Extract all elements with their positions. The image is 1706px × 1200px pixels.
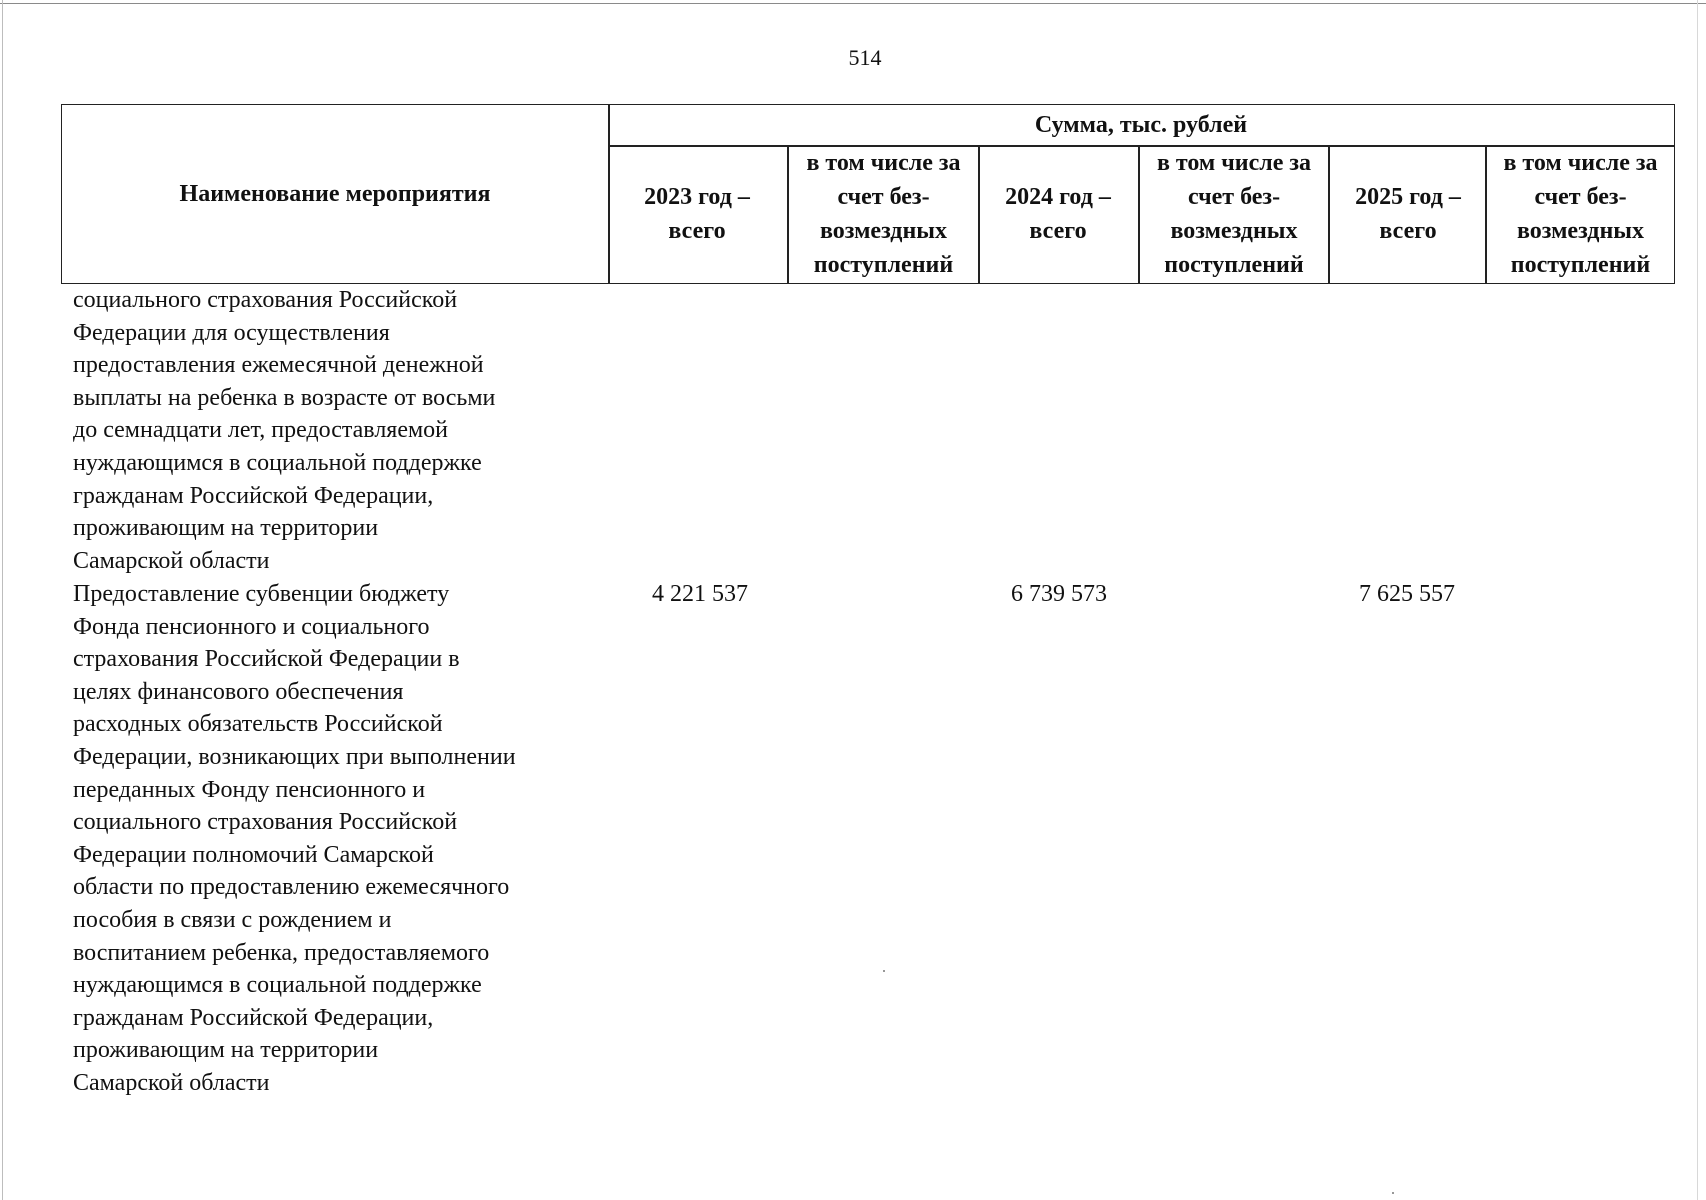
column-header-2024-free: в том числе за счет без-возмездных поступлений [1156,150,1312,278]
column-header-2023-free: в том числе за счет без-возмездных поступлений [806,150,961,278]
table-cell-2023-total: 4 221 537 [652,581,748,607]
scan-edge-right [1697,0,1698,1200]
table-header [61,104,1675,284]
table-cell-2024-total: 6 739 573 [1011,581,1107,607]
column-header-2023-total: 2023 год – всего [644,184,750,244]
column-header-2025-total: 2025 год – всего [1355,184,1461,244]
column-header-name: Наименование мероприятия [179,181,491,207]
header-divider [1328,145,1330,283]
column-header-2025-free: в том числе за счет без-возмездных поступлений [1503,150,1658,278]
column-group-sum: Сумма, тыс. рублей [1034,112,1248,138]
scan-speck [883,970,885,972]
scan-edge-left [2,0,3,1200]
page-number: 514 [848,45,882,70]
table-row-name: Предоставление субвенции бюджету Фонда пенсионного и социального страхования Российской Федерации в целях финансового обеспечения расходных обязательств Российской Федерации, возникающих при выполнении переданных Фонду пенсионного и социального страхования Российской Федерации полномочий Самарской области по предоставлению ежемесячного пособия в связи с рождением и воспитанием ребенка, предоставляемого нуждающимся в социальной поддержке гражданам Российской Федерации, проживающим на территории Самарской области [73,581,516,1096]
scan-speck [1392,1192,1394,1194]
table-row-name: социального страхования Российской Федерации для осуществления предоставления ежемесячной денежной выплаты на ребенка в возрасте от восьми до семнадцати лет, предоставляемой нуждающимся в социальной поддержке гражданам Российской Федерации, проживающим на территории Самарской области [73,287,496,574]
scan-edge-top [0,3,1706,4]
table-cell-2025-total: 7 625 557 [1359,581,1455,607]
header-divider [978,145,980,283]
column-header-2024-total: 2024 год – всего [1005,184,1111,244]
